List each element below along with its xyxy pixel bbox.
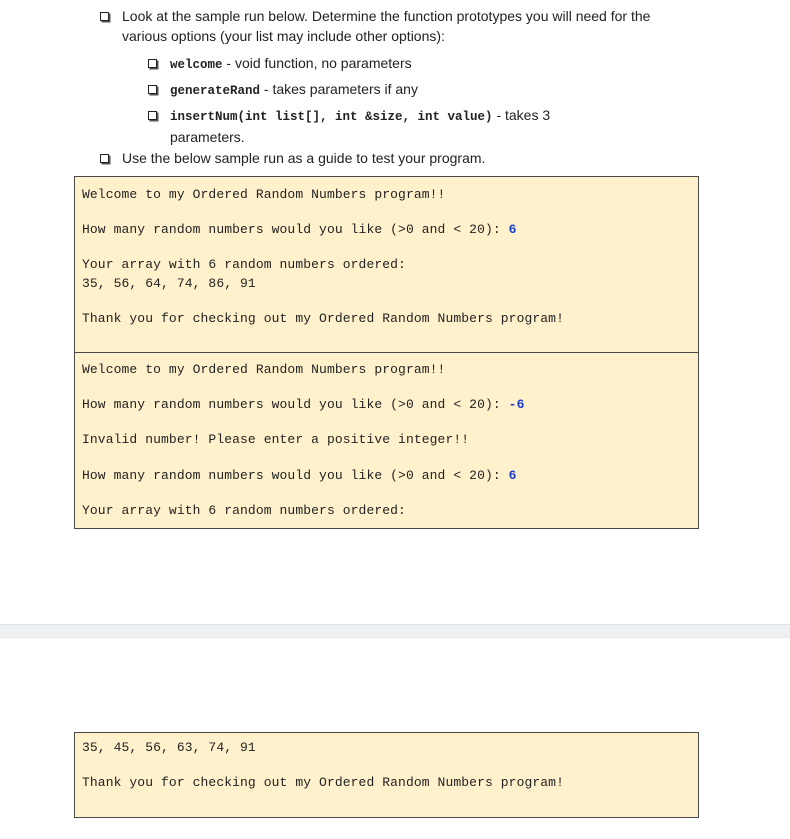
prototype-item-insert-num [148,105,550,147]
run2-prompt-line-2 [82,468,517,483]
run2-input-1: -6 [508,397,525,412]
run2-input-2: 6 [508,468,517,483]
run2-welcome: Welcome to my Ordered Random Numbers program!! [82,362,446,377]
sample-run-2 [74,352,699,529]
run1-prompt: How many random numbers would you like (>0 and < 20): [82,222,509,237]
prototype-code-generate-rand: generateRand [170,84,261,98]
page-break [0,624,790,638]
prototype-item-generate-rand [148,79,418,101]
run2-array-values: 35, 45, 56, 63, 74, 91 [82,740,256,755]
run1-prompt-line [82,222,517,237]
prototype-desc-insert-num-cont: parameters. [170,129,245,145]
instruction-text-line2: various options (your list may include other options): [122,28,445,44]
run2-array-label: Your array with 6 random numbers ordered: [82,503,406,518]
run2-prompt-2: How many random numbers would you like (>0 and < 20): [82,468,509,483]
prototype-item-welcome [148,53,412,75]
sample-run-1 [74,176,699,353]
checkbox-bullet-icon [148,111,157,120]
instruction-text-line1: Look at the sample run below. Determine the function prototypes you will need for the [122,8,651,24]
run1-array-label: Your array with 6 random numbers ordered: [82,257,406,272]
run2-invalid-message: Invalid number! Please enter a positive integer!! [82,432,470,447]
run2-prompt-line-1 [82,397,524,412]
checkbox-bullet-icon [100,154,109,163]
instruction-item-sample-run [100,148,485,168]
prototype-desc-welcome: - void function, no parameters [222,55,412,71]
prototype-code-insert-num: insertNum(int list[], int &size, int value) [170,110,493,124]
checkbox-bullet-icon [100,12,109,21]
run1-input: 6 [508,222,517,237]
sample-run-2-continued [74,732,699,818]
checkbox-bullet-icon [148,59,157,68]
prototype-desc-insert-num: - takes 3 [492,107,551,123]
prototype-code-welcome: welcome [170,58,223,72]
run2-prompt-1: How many random numbers would you like (>0 and < 20): [82,397,509,412]
run1-thanks: Thank you for checking out my Ordered Random Numbers program! [82,311,564,326]
instruction-text-sample-run: Use the below sample run as a guide to test your program. [122,150,486,166]
checkbox-bullet-icon [148,85,157,94]
run1-welcome: Welcome to my Ordered Random Numbers program!! [82,187,446,202]
instruction-item-prototypes [100,6,650,46]
run2-thanks: Thank you for checking out my Ordered Random Numbers program! [82,775,564,790]
prototype-desc-generate-rand: - takes parameters if any [260,81,418,97]
run1-array-values: 35, 56, 64, 74, 86, 91 [82,276,256,291]
